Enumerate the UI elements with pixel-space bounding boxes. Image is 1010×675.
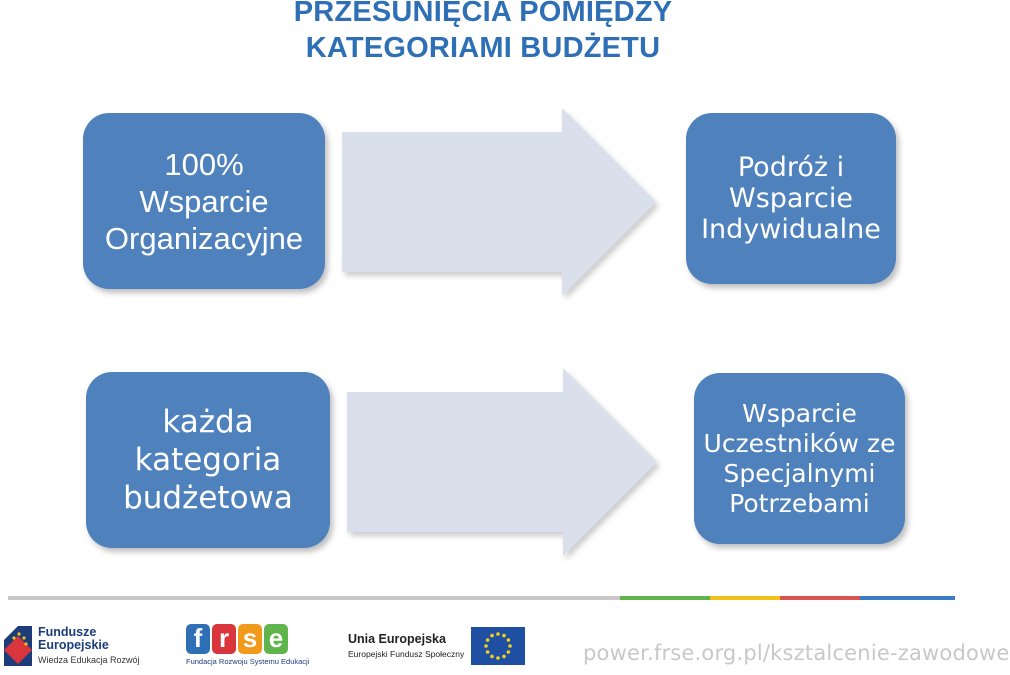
fe-line-2: Europejskie <box>38 638 109 652</box>
eu-star-icon <box>486 650 490 654</box>
box-text-line: Specjalnymi <box>723 458 876 488</box>
box-text-line: Uczestników ze <box>703 428 896 458</box>
eu-star-icon <box>507 650 511 654</box>
footer-divider <box>8 596 620 600</box>
eu-star-icon <box>484 644 488 648</box>
box-text-line: każda <box>162 404 254 440</box>
ue-title: Unia Europejska <box>348 632 446 646</box>
eu-star-icon <box>496 632 500 636</box>
box-text-line: Organizacyjne <box>104 220 304 256</box>
frse-caption: Fundacja Rozwoju Systemu Edukacji <box>186 657 310 666</box>
title-line-2: KATEGORIAMI BUDŻETU <box>305 32 661 64</box>
ue-subtitle: Europejski Fundusz Społeczny <box>348 649 465 659</box>
footer-stripe-blue <box>860 596 955 600</box>
frse-letter: s <box>238 624 262 654</box>
eu-star-icon <box>508 644 512 648</box>
box-text-line: budżetowa <box>123 480 293 516</box>
footer-stripe-yellow <box>710 596 780 600</box>
eu-star-icon <box>502 655 506 659</box>
fundusze-europejskie-logo <box>4 620 144 670</box>
frse-letter: r <box>212 624 236 654</box>
eu-star-icon <box>507 638 511 642</box>
fe-line-1: Fundusze <box>38 625 97 639</box>
source-box-any-budget-category <box>86 372 330 548</box>
box-text-line: Indywidualne <box>701 214 881 245</box>
footer-stripe-green <box>620 596 710 600</box>
box-text-line: Wsparcie <box>729 183 853 214</box>
title-line-1: PRZESUNIĘCIA POMIĘDZY <box>293 0 673 28</box>
target-box-travel-individual-support <box>686 113 896 284</box>
eu-star-icon <box>490 634 494 638</box>
eu-star-icon <box>502 634 506 638</box>
right-arrow-bottom <box>345 368 665 556</box>
box-text-line: Potrzebami <box>729 488 870 518</box>
eu-star-icon <box>490 655 494 659</box>
eu-star-icon <box>486 638 490 642</box>
frse-logo <box>186 623 310 670</box>
box-text-line: kategoria <box>134 442 282 478</box>
eu-flag-icon <box>471 627 525 665</box>
target-box-special-needs-support <box>694 373 905 544</box>
frse-letter: f <box>186 624 210 654</box>
website-url: power.frse.org.pl/ksztalcenie-zawodowe <box>583 641 1010 665</box>
box-text-line: Podróż i <box>737 152 845 183</box>
box-text-line: Wsparcie <box>139 183 269 219</box>
unia-europejska-logo <box>348 632 468 668</box>
fe-emblem-icon <box>4 622 34 668</box>
fe-subtitle: Wiedza Edukacja Rozwój <box>38 655 140 665</box>
box-text-line: Wsparcie <box>742 398 857 428</box>
slide-title <box>0 0 966 66</box>
box-text-line: 100% <box>164 146 244 182</box>
footer-stripe-red <box>780 596 860 600</box>
right-arrow-top <box>340 108 660 296</box>
frse-letter: e <box>264 624 288 654</box>
eu-star-icon <box>496 656 500 660</box>
source-box-organizational-support <box>83 113 325 289</box>
